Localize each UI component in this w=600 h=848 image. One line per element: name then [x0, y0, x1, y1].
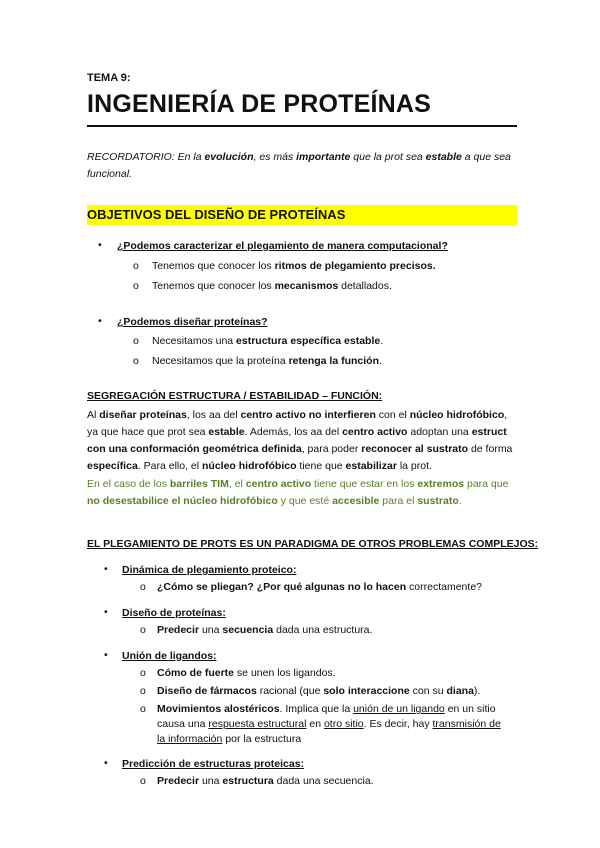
- text: .: [458, 495, 462, 507]
- text: dada una estructura.: [273, 624, 373, 636]
- paragraph-line: [87, 476, 523, 493]
- text: . Es decir, hay: [363, 718, 433, 730]
- list-bullet: •: [104, 563, 108, 575]
- bold-text: núcleo hidrofóbico: [409, 409, 505, 421]
- item-line: [157, 717, 523, 732]
- objectives-heading-text: OBJETIVOS DEL DISEÑO DE PROTEÍNAS: [87, 207, 346, 222]
- list-item: [157, 623, 372, 637]
- sub-bullet: o: [140, 703, 146, 715]
- bold-text: Predecir: [157, 775, 200, 787]
- underlined-text: la información: [157, 733, 223, 745]
- text: con su: [409, 685, 447, 697]
- bold-text: Movimientos alostéricos: [157, 703, 280, 715]
- bold-text: reconocer al sustrato: [361, 443, 469, 455]
- text: Al: [87, 409, 100, 421]
- list-item: [157, 774, 374, 788]
- text: y que esté: [277, 495, 333, 507]
- bold-text: núcleo hidrofóbico: [202, 460, 297, 472]
- item-text: Tenemos que conocer los: [152, 280, 275, 292]
- item-bold: estructura específica estable: [236, 335, 381, 347]
- sub-bullet: o: [140, 775, 146, 787]
- item-text: Tenemos que conocer los: [152, 260, 275, 272]
- bold-text: centro activo: [342, 426, 408, 438]
- bold-text: con una conformación geométrica definida: [87, 443, 302, 455]
- topic-label: TEMA 9:: [87, 72, 131, 84]
- sub-bullet: o: [140, 667, 146, 679]
- sub-bullet: o: [140, 624, 146, 636]
- bold-text: estruct: [471, 426, 507, 438]
- text: tiene que estar en los: [311, 478, 418, 490]
- item-text: detallados.: [338, 280, 392, 292]
- bold-text: barriles TIM: [169, 478, 229, 490]
- list-bullet: •: [98, 315, 102, 327]
- list-item: [157, 684, 480, 698]
- bold-text: estable: [208, 426, 245, 438]
- text: correctamente?: [406, 581, 482, 593]
- text: la prot.: [396, 460, 432, 472]
- underlined-text: respuesta estructural: [208, 718, 307, 730]
- bold-text: ¿Por qué algunas no lo hacen: [256, 581, 407, 593]
- list-item: [152, 354, 382, 368]
- paragraph-line: [87, 493, 523, 510]
- reminder-text: que la prot sea: [350, 151, 426, 163]
- text: racional (que: [256, 685, 324, 697]
- list-bullet: •: [104, 649, 108, 661]
- sub-bullet: o: [140, 581, 146, 593]
- paragraph-line: [87, 441, 523, 458]
- paragraph-line: [87, 407, 523, 424]
- text: En el caso de los: [87, 478, 170, 490]
- objectives-heading: [87, 205, 517, 225]
- sub-bullet: o: [133, 280, 139, 292]
- list-item: [152, 279, 392, 293]
- item-text: .: [379, 355, 382, 367]
- text: con el: [375, 409, 410, 421]
- objective-question: ¿Podemos diseñar proteínas?: [117, 316, 268, 328]
- section-heading: SEGREGACIÓN ESTRUCTURA / ESTABILIDAD – FUNCIÓN:: [87, 390, 383, 402]
- section-heading: EL PLEGAMIENTO DE PROTS ES UN PARADIGMA DE OTROS PROBLEMAS COMPLEJOS:: [87, 538, 539, 550]
- reminder-bold: evolución: [204, 151, 254, 163]
- text: para que: [464, 478, 509, 490]
- text: , el: [228, 478, 246, 490]
- item-text: Necesitamos una: [152, 335, 237, 347]
- bold-text: no desestabilice el núcleo hidrofóbico: [87, 495, 278, 507]
- reminder-bold: importante: [296, 151, 351, 163]
- underlined-text: transmisión de: [432, 718, 501, 730]
- bold-text: específica: [87, 460, 138, 472]
- item-bold: mecanismos: [274, 280, 339, 292]
- text: una: [199, 775, 223, 787]
- bold-text: estructura: [222, 775, 274, 787]
- reminder-bold: estable: [425, 151, 462, 163]
- bold-text: diseñar proteínas: [99, 409, 187, 421]
- item-line: [157, 702, 523, 717]
- list-bullet: •: [104, 606, 108, 618]
- bold-text: diana: [446, 685, 474, 697]
- sub-bullet: o: [133, 355, 139, 367]
- list-bullet: •: [98, 239, 102, 251]
- topic-item: Unión de ligandos:: [122, 650, 217, 662]
- bold-text: ¿Cómo se pliegan?: [157, 581, 257, 593]
- objective-question: ¿Podemos caracterizar el plegamiento de manera computacional?: [117, 240, 448, 252]
- reminder-text: funcional.: [87, 168, 132, 180]
- reminder-paragraph: [87, 149, 517, 183]
- text: ,: [504, 409, 508, 421]
- list-item: [152, 259, 436, 273]
- text: dada una secuencia.: [273, 775, 374, 787]
- bold-text: accesible: [332, 495, 380, 507]
- underlined-text: unión de un ligando: [353, 703, 445, 715]
- reminder-text: RECORDATORIO: En la: [87, 151, 205, 163]
- topic-item: Diseño de proteínas:: [122, 607, 226, 619]
- underlined-text: otro sitio: [323, 718, 364, 730]
- list-item: [157, 702, 523, 747]
- bold-text: extremos: [417, 478, 465, 490]
- text: ).: [473, 685, 481, 697]
- list-bullet: •: [104, 757, 108, 769]
- text: , los aa del: [186, 409, 241, 421]
- bold-text: centro activo no interfieren: [240, 409, 376, 421]
- text: tiene que: [296, 460, 346, 472]
- item-line: [157, 732, 523, 747]
- text: en: [306, 718, 324, 730]
- text: de forma: [468, 443, 513, 455]
- bold-text: Diseño de fármacos: [157, 685, 257, 697]
- text: . Implica que la: [279, 703, 354, 715]
- text: . Además, los aa del: [244, 426, 343, 438]
- item-text: .: [380, 335, 384, 347]
- page-title: INGENIERÍA DE PROTEÍNAS: [87, 90, 431, 118]
- text: se unen los ligandos.: [234, 667, 336, 679]
- list-item: [157, 580, 482, 594]
- list-item: [152, 334, 383, 348]
- text: por la estructura: [222, 733, 302, 745]
- text: ya que hace que prot sea: [87, 426, 209, 438]
- list-item: [157, 666, 336, 680]
- topic-item: Predicción de estructuras proteicas:: [122, 758, 305, 770]
- text: , para poder: [301, 443, 362, 455]
- sub-bullet: o: [140, 685, 146, 697]
- text: . Para ello, el: [137, 460, 202, 472]
- item-text: Necesitamos que la proteína: [152, 355, 289, 367]
- bold-text: solo interaccione: [323, 685, 410, 697]
- reminder-text: a que sea: [461, 151, 511, 163]
- segregation-paragraph: [87, 407, 523, 475]
- bold-text: Predecir: [157, 624, 200, 636]
- reminder-text: , es más: [253, 151, 297, 163]
- tim-barrel-paragraph: [87, 476, 523, 510]
- sub-bullet: o: [133, 260, 139, 272]
- text: una: [199, 624, 223, 636]
- item-bold: retenga la función: [288, 355, 380, 367]
- bold-text: estabilizar: [345, 460, 397, 472]
- topic-item: Dinámica de plegamiento proteico:: [122, 564, 297, 576]
- text: en un sitio: [444, 703, 496, 715]
- sub-bullet: o: [133, 335, 139, 347]
- paragraph-line: [87, 424, 523, 441]
- text: adoptan una: [407, 426, 472, 438]
- bold-text: secuencia: [222, 624, 274, 636]
- paragraph-line: [87, 458, 523, 475]
- bold-text: sustrato: [417, 495, 459, 507]
- bold-text: Cómo de fuerte: [157, 667, 235, 679]
- text: causa una: [157, 718, 209, 730]
- bold-text: centro activo: [245, 478, 312, 490]
- text: para el: [379, 495, 418, 507]
- title-underline: [87, 125, 517, 127]
- item-bold: ritmos de plegamiento precisos.: [274, 260, 436, 272]
